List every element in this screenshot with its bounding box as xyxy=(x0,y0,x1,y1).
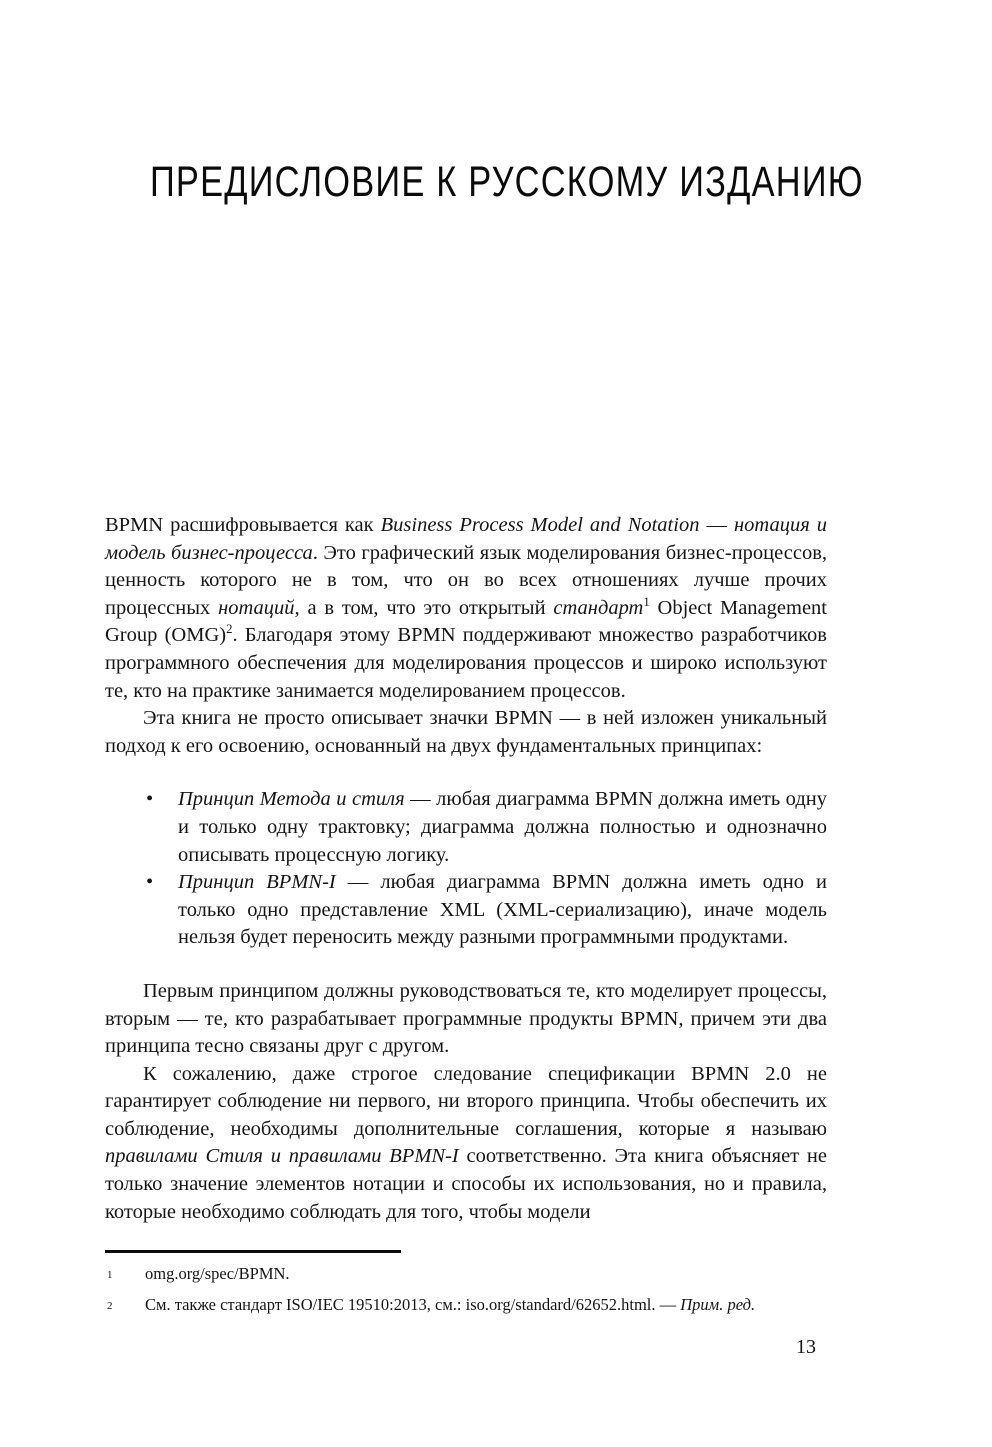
text-run: omg.org/spec/BPMN. xyxy=(145,1264,290,1283)
text-run: . Это графический язык моделирования бизнес-процессов, ценность которого не в том, что он во всех отношениях лучше прочих процессных xyxy=(105,541,827,619)
bullet-item xyxy=(105,869,827,952)
text-run: Прим. ред. xyxy=(680,1295,756,1314)
paragraph xyxy=(105,705,827,760)
text-run: . Благодаря этому BPMN поддерживают множество разработчиков программного обеспечения для моделирования процессов и широко используют те, кто на практике занимается моделированием процессов. xyxy=(105,624,827,702)
footnote xyxy=(105,1289,827,1320)
text-run: — любая диаграмма BPMN должна иметь одно и только одно представление XML (XML-сериализацию), иначе модель нельзя будет переносить между разными программными продуктами. xyxy=(178,871,827,949)
bullet-icon: • xyxy=(146,871,154,894)
footnote-separator xyxy=(105,1250,401,1253)
text-run: Принцип Метода и стиля xyxy=(178,788,405,811)
text-run: соответственно. Эта книга объясняет не только значение элементов нотации и способы их использования, но и правила, которые необходимо соблюдать для того, чтобы модели xyxy=(105,1145,827,1223)
text-run: Первым принципом должны руководствоваться те, кто моделирует процессы, вторым — те, кто разрабатывает программные продукты BPMN, причем эти два принципа тесно связаны друг с другом. xyxy=(105,979,827,1058)
text-run: правилами Стиля и правилами BPMN-I xyxy=(105,1145,459,1168)
text-run: К сожалению, даже строгое следование спецификации BPMN 2.0 не гарантирует соблюдение ни первого, ни второго принципа. Чтобы обеспечить их соблюдение, необходимы дополнительные соглашения, которые я называю xyxy=(105,1062,827,1140)
footnotes xyxy=(105,1250,827,1320)
bullet-list xyxy=(105,786,827,952)
paragraph xyxy=(105,978,827,1061)
text-run: — xyxy=(699,514,734,536)
footnote-ref: 2 xyxy=(226,622,233,637)
bullet-item xyxy=(105,786,827,869)
footnote xyxy=(105,1258,827,1289)
text-run: стандарт xyxy=(553,596,644,619)
paragraph xyxy=(105,1061,827,1227)
text-run: См. также стандарт ISO/IEC 19510:2013, см.: iso.org/standard/62652.html. — xyxy=(145,1295,681,1314)
text-run: нотация и модель бизнес-процесса xyxy=(105,514,827,564)
text-run: Эта книга не просто описывает значки BPMN — в ней изложен уникальный подход к его освоению, основанный на двух фундаментальных принципах: xyxy=(105,707,827,757)
page-number: 13 xyxy=(796,1336,816,1358)
footnote-marker: 1 xyxy=(107,1269,113,1281)
footnote-marker: 2 xyxy=(107,1300,113,1312)
text-run: Business Process Model and Notation xyxy=(380,514,700,536)
paragraph xyxy=(105,512,827,705)
footnote-list xyxy=(105,1258,827,1320)
text-run: Принцип BPMN-I xyxy=(178,871,336,894)
text-run: Object Management Group (OMG) xyxy=(105,596,827,647)
text-run: BPMN расшифровывается как xyxy=(105,514,381,536)
text-run: нотаций xyxy=(218,596,295,619)
footnote-ref: 1 xyxy=(643,594,650,609)
chapter-title: ПРЕДИСЛОВИЕ К РУССКОМУ ИЗДАНИЮ xyxy=(150,158,864,206)
body-text xyxy=(105,512,827,1226)
bullet-icon: • xyxy=(146,788,154,811)
text-run: , а в том, что это открытый xyxy=(294,596,554,619)
text-run: — любая диаграмма BPMN должна иметь одну и только одну трактовку; диаграмма должна полностью и однозначно описывать процессную логику. xyxy=(178,788,827,866)
